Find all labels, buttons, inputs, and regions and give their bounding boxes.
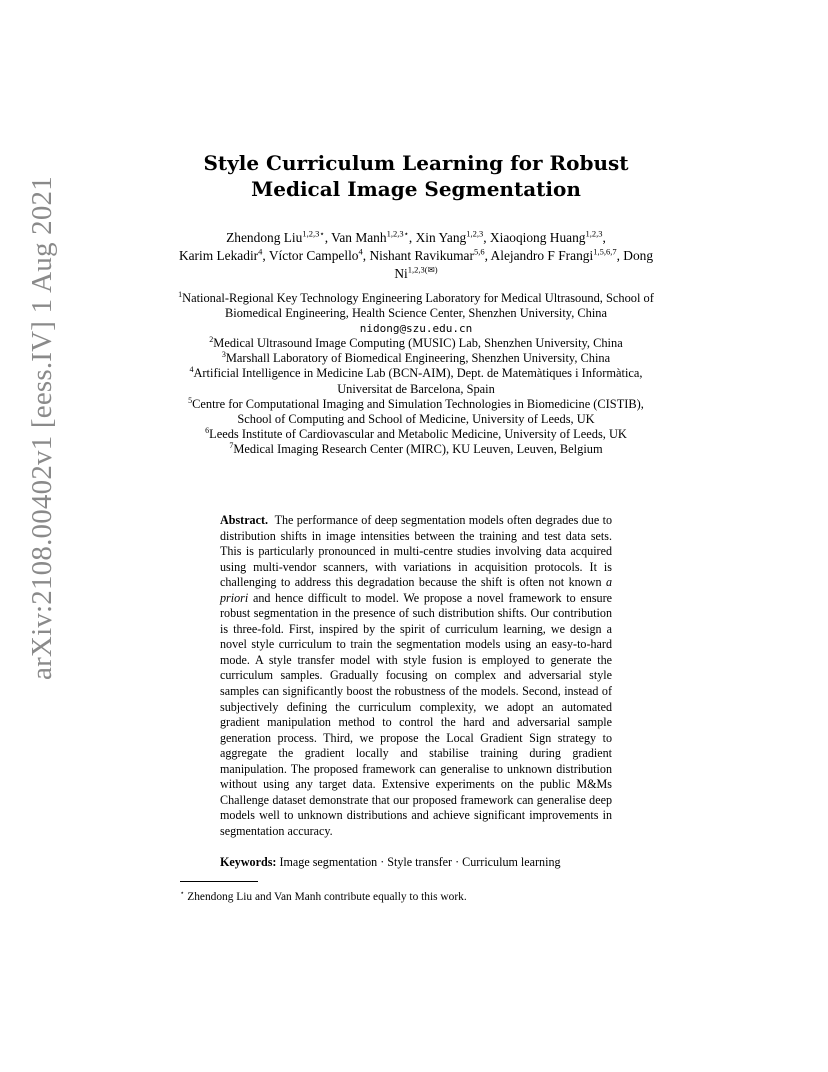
keywords-heading: Keywords: bbox=[220, 855, 277, 869]
keywords bbox=[220, 855, 620, 870]
author-affil-mark: 5,6 bbox=[473, 246, 485, 257]
author-name: Karim Lekadir bbox=[178, 248, 259, 263]
author-name: Alejandro F Frangi bbox=[490, 248, 594, 263]
title-line-1: Style Curriculum Learning for Robust bbox=[203, 151, 629, 175]
author-list bbox=[170, 229, 662, 283]
footnote-rule bbox=[180, 881, 258, 882]
author-name: Van Manh bbox=[331, 230, 387, 245]
author-affil-mark: 4 bbox=[358, 246, 363, 257]
author-affil-mark: 1,2,3 bbox=[466, 228, 484, 239]
affiliation-6: $^6$Leeds Institute of Cardiovascular and Metabolic Medicine, University of Leeds, UK bbox=[205, 425, 627, 441]
abstract bbox=[220, 513, 612, 839]
author-affil-mark: 1,2,3⋆ bbox=[386, 228, 409, 239]
affiliation-2: $^2$Medical Ultrasound Image Computing (MUSIC) Lab, Shenzhen University, China bbox=[209, 335, 623, 351]
footnote bbox=[180, 886, 660, 904]
author-name: Xiaoqiong Huang bbox=[489, 230, 586, 245]
abstract-italic-term: a priori bbox=[220, 575, 613, 605]
affiliation-1: $^1$National-Regional Key Technology Engineering Laboratory for Medical Ultrasound, School of Biomedical Engineering, Health Science Center, Shenzhen University, China bbox=[178, 289, 654, 321]
author-line-2: Karim Lekadir$^4$, Víctor Campello$^4$, Nishant Ravikumar$^{5,6}$, Alejandro F Frangi$^{1,5,6,7}$, Dong $Ni^{1,2,3(✉)}$ bbox=[178, 246, 654, 281]
affiliation-3: $^3$Marshall Laboratory of Biomedical Engineering, Shenzhen University, China bbox=[221, 350, 611, 366]
affiliations bbox=[170, 291, 662, 457]
author-name: Dong Ni bbox=[394, 248, 654, 281]
abstract-heading: Abstract. bbox=[220, 513, 269, 527]
keywords-text: Image segmentation · Style transfer · Curriculum learning bbox=[279, 855, 561, 869]
author-line-1: Zhendong Liu$^{1,2,3⋆}$, Van Manh$^{1,2,3⋆}$, Xin Yang$^{1,2,3}$, Xiaoqiong Huang$^{1,2,3}$, bbox=[226, 228, 606, 245]
author-affil-mark: 1,5,6,7 bbox=[593, 246, 617, 257]
author-affil-mark: 4 bbox=[258, 246, 263, 257]
footnote-text: Zhendong Liu and Van Manh contribute equally to this work. bbox=[187, 890, 467, 903]
author-affil-mark: 1,2,3⋆ bbox=[302, 228, 325, 239]
author-affil-mark: 1,2,3 bbox=[585, 228, 603, 239]
paper-title bbox=[150, 150, 682, 202]
author-name: Víctor Campello bbox=[268, 248, 359, 263]
title-line-2: Medical Image Segmentation bbox=[251, 177, 581, 201]
author-name: Xin Yang bbox=[415, 230, 467, 245]
affiliation-4: $^4$Artificial Intelligence in Medicine Lab (BCN-AIM), Dept. de Matemàtiques i Informàtica, Universitat de Barcelona, Spain bbox=[189, 365, 643, 396]
author-name: Nishant Ravikumar bbox=[369, 248, 474, 263]
contact-email[interactable]: nidong@szu.edu.cn bbox=[359, 322, 473, 336]
affiliation-7: $^7$Medical Imaging Research Center (MIRC), KU Leuven, Leuven, Belgium bbox=[229, 440, 603, 456]
affiliation-5: $^5$Centre for Computational Imaging and Simulation Technologies in Biomedicine (CISTIB), School of Computing and School of Medicine, University of Leeds, UK bbox=[188, 395, 644, 426]
arxiv-side-stamp: arXiv:2108.00402v1 [eess.IV] 1 Aug 2021 bbox=[26, 176, 58, 680]
author-affil-mark: 1,2,3(✉) bbox=[407, 264, 438, 275]
footnote-mark: ⋆ bbox=[180, 889, 185, 897]
abstract-text-continued: and hence difficult to model. We propose a novel framework to ensure robust segmentation in the presence of such distribution shifts. Our contribution is three-fold. First, inspired by the spirit of curriculum learning, we design a novel style curriculum to train the segmentation models using an easy-to-hard mode. A style transfer model with style fusion is employed to generate the curriculum samples. Gradually focusing on complex and adversarial style samples can significantly boost the robustness of the models. Second, instead of subjectively defining the curriculum complexity, we adopt an automated gradient manipulation method to control the hard and adversarial sample generation process. Third, we propose the Local Gradient Sign strategy to aggregate the gradient locally and stabilise training during gradient manipulation. The proposed framework can generalise to unknown distribution without using any target data. Extensive experiments on the public M&Ms Challenge dataset demonstrate that our proposed framework can generalise deep models well to unknown distributions and achieve significant improvements in segmentation accuracy. bbox=[220, 590, 612, 838]
author-name: Zhendong Liu bbox=[226, 230, 303, 245]
abstract-text: The performance of deep segmentation models often degrades due to distribution shifts in image intensities between the training and test data sets. This is particularly pronounced in multi-centre studies involving data acquired using multi-vendor scanners, with variations in acquisition protocols. It is challenging to address this degradation because the shift is often not known bbox=[220, 513, 612, 590]
